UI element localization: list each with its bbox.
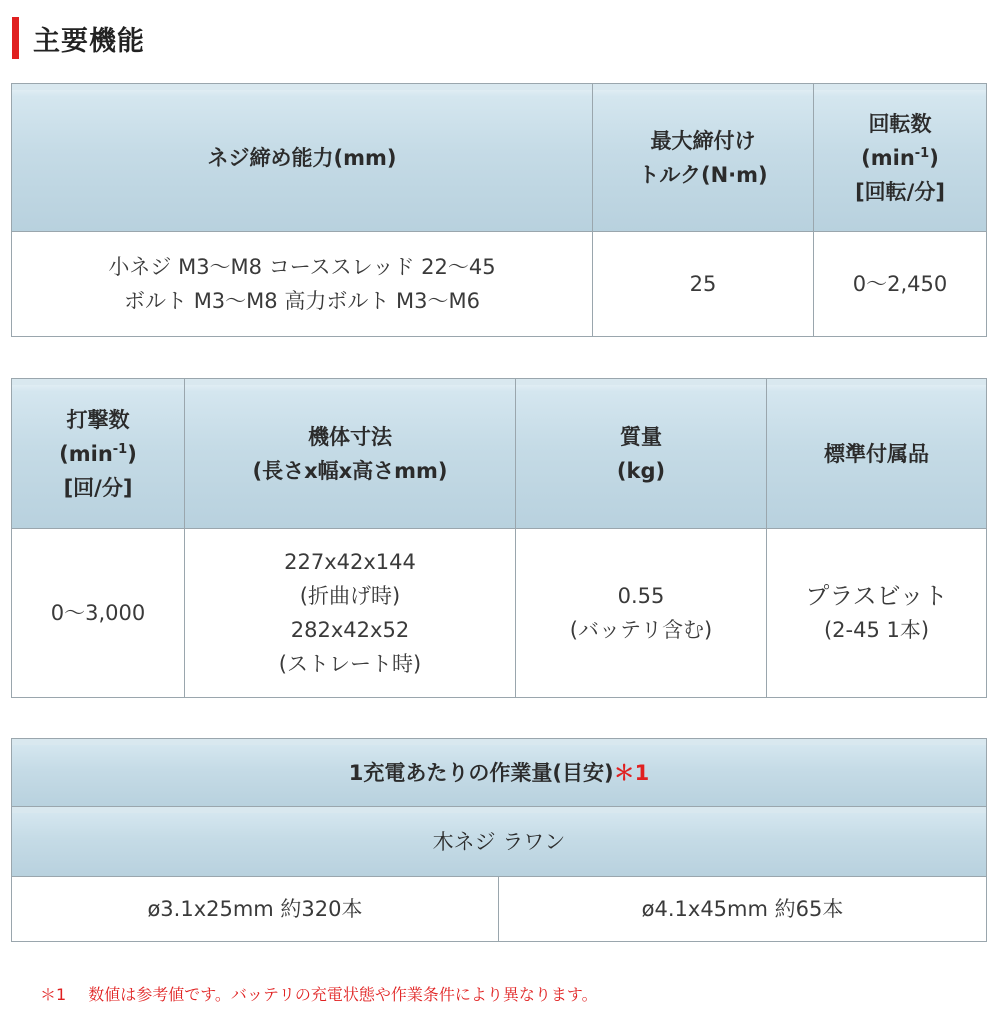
footnote-mark: ＊1 — [40, 985, 67, 1004]
header-rpm — [814, 84, 987, 232]
cell-weight — [516, 529, 767, 698]
cell-torque — [593, 232, 814, 337]
weight-value: 0.55 — [617, 584, 665, 608]
cell-dimensions — [185, 529, 516, 698]
workload-small-value: ø3.1x25mm 約320本 — [147, 897, 363, 921]
cell-screw-capacity — [12, 232, 593, 337]
workload-large-value: ø4.1x45mm 約65本 — [641, 897, 844, 921]
heading-accent-bar — [12, 17, 19, 59]
cell-workload-small — [12, 877, 499, 942]
header-impacts-close: ) — [127, 441, 137, 466]
dims-straight-note: (ストレート時) — [278, 652, 422, 676]
header-rpm-line3: [回転/分] — [855, 179, 945, 204]
header-impacts-exponent: -1 — [112, 441, 128, 457]
wood-screw-label: 木ネジ ラワン — [432, 829, 566, 854]
footnote — [40, 982, 598, 1005]
spec-table-body — [11, 378, 987, 698]
header-impacts — [12, 379, 185, 529]
header-impacts-unit: (min — [59, 441, 113, 466]
section-heading — [12, 14, 145, 62]
rpm-value: 0～2,450 — [852, 272, 948, 296]
header-impacts-line3: [回/分] — [63, 475, 133, 500]
header-torque-line1: 最大締付け — [650, 128, 756, 153]
weight-note: (バッテリ含む) — [569, 618, 713, 642]
header-accessories-label: 標準付属品 — [824, 441, 929, 466]
screw-capacity-line2: ボルト M3～M8 高力ボルト M3～M6 — [124, 289, 480, 313]
header-max-torque — [593, 84, 814, 232]
header-rpm-close: ) — [929, 145, 939, 170]
accessory-name: プラスビット — [805, 582, 948, 610]
dims-folded-note: (折曲げ時) — [299, 584, 401, 608]
header-torque-line2: トルク(N·m) — [638, 162, 768, 187]
workload-footnote-mark: ＊1 — [613, 760, 650, 785]
header-dims-line2: (長さx幅x高さmm) — [252, 458, 448, 483]
dims-straight-value: 282x42x52 — [290, 618, 410, 642]
header-screw-capacity — [12, 84, 593, 232]
header-accessories — [767, 379, 987, 529]
cell-impacts — [12, 529, 185, 698]
footnote-text: 数値は参考値です。バッテリの充電状態や作業条件により異なります。 — [88, 985, 598, 1004]
cell-accessories — [767, 529, 987, 698]
header-weight-line2: (kg) — [616, 458, 666, 483]
header-impacts-line2 — [12, 437, 184, 471]
cell-workload-large — [499, 877, 987, 942]
header-rpm-unit: (min — [861, 145, 915, 170]
spec-table-workload — [11, 738, 987, 942]
header-weight — [516, 379, 767, 529]
header-dimensions — [185, 379, 516, 529]
workload-title: 1充電あたりの作業量(目安) — [348, 760, 614, 785]
cell-rpm — [814, 232, 987, 337]
header-weight-line1: 質量 — [620, 424, 662, 449]
torque-value: 25 — [689, 272, 717, 296]
header-screw-capacity-label: ネジ締め能力(mm) — [207, 145, 397, 170]
header-impacts-line1: 打撃数 — [66, 407, 130, 432]
header-workload — [12, 739, 987, 807]
page-title: 主要機能 — [33, 25, 145, 57]
header-rpm-line1: 回転数 — [868, 111, 932, 136]
header-dims-line1: 機体寸法 — [308, 424, 392, 449]
header-rpm-exponent: -1 — [914, 145, 930, 161]
dims-folded-value: 227x42x144 — [284, 550, 416, 574]
screw-capacity-line1: 小ネジ M3～M8 コーススレッド 22～45 — [108, 255, 496, 279]
accessory-detail: (2-45 1本) — [823, 618, 930, 642]
header-rpm-line2 — [814, 141, 986, 175]
header-wood-screw — [12, 807, 987, 877]
spec-table-screw — [11, 83, 987, 337]
impacts-value: 0～3,000 — [50, 601, 146, 625]
